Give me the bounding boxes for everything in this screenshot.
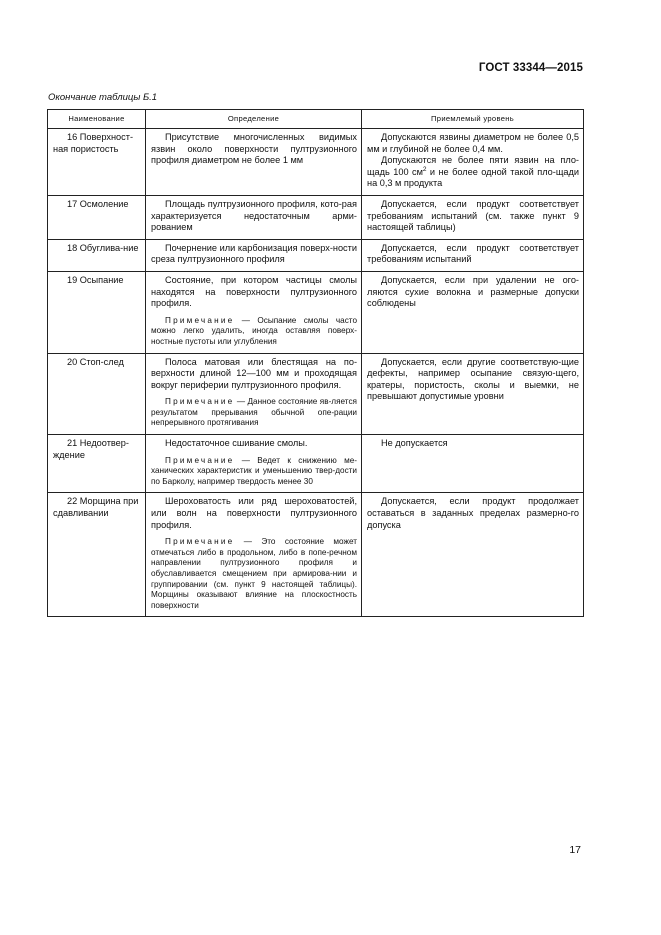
row-name: 21 Недоотвер-ждение — [53, 438, 129, 460]
row-note — [151, 456, 357, 488]
note-label: Примечание — [165, 315, 235, 325]
row-definition: Площадь пултрузионного профиля, кото-рая характеризуется недостаточным арми-рованием — [151, 198, 357, 233]
row-name-cell — [48, 493, 146, 617]
standard-code: ГОСТ 33344—2015 — [478, 62, 583, 74]
row-name-cell — [48, 129, 146, 196]
row-definition-cell — [146, 353, 362, 435]
table-row — [48, 129, 584, 196]
row-definition-cell — [146, 195, 362, 239]
column-header-name: Наименование — [48, 110, 146, 129]
row-level: Допускается, если продукт соответствует требованиям испытаний (см. также пункт 9 настоящей таблицы) — [367, 198, 579, 233]
table-row — [48, 195, 584, 239]
row-name: 22 Морщина при сдавливании — [53, 496, 139, 519]
page-number: 17 — [569, 844, 581, 856]
table-row — [48, 353, 584, 435]
note-text: — Данное состояние яв-ляется результатом прерывания обычной опе-рации непрерывного протягивания — [151, 397, 357, 428]
note-text: — Осыпание смолы часто можно легко удалить, иногда оставляя поверх-ностные пустоты или углубления — [151, 315, 357, 346]
row-level-extra-a: Допускаются не более пяти язвин на пло-щадь 100 см — [367, 155, 579, 177]
table-row — [48, 239, 584, 271]
note-label: Примечание — [165, 537, 235, 547]
row-level: Допускается, если при удалении не ого-ляются сухие волокна и размерные допуски соблюдены — [367, 274, 579, 309]
row-level-cell — [362, 271, 584, 353]
row-name: 16 Поверхност-ная пористость — [53, 132, 134, 154]
defects-table — [47, 109, 584, 617]
row-level-cell — [362, 195, 584, 239]
row-definition-cell — [146, 129, 362, 196]
row-level-extra-b: и не более одной такой пло-щади на 0,3 м продукта — [367, 166, 579, 189]
row-definition-cell — [146, 493, 362, 617]
row-name-cell — [48, 353, 146, 435]
row-level-extra — [367, 155, 579, 190]
row-name: 18 Обуглива-ние — [67, 242, 139, 253]
row-level: Допускается, если продукт продолжает оставаться в заданных пределах размерно-го допуска — [367, 496, 579, 530]
superscript: 2 — [422, 165, 427, 173]
row-level-cell — [362, 493, 584, 617]
row-level-cell — [362, 239, 584, 271]
note-text: — Это состояние может отмечаться либо в продольном, либо в попе-речном направлении пултрузионного профиля и обуславливается смещением при армирова-нии и группировании (см. пункт 9 настоящей таблицы). Морщины оказывают влияние на плоскостность поверхности — [151, 537, 357, 610]
column-header-level: Приемлемый уровень — [362, 110, 584, 129]
row-level-cell — [362, 129, 584, 196]
row-name: 19 Осыпание — [67, 274, 124, 285]
row-definition: Присутствие многочисленных видимых язвин около поверхности пултрузионного профиля диаметром не более 1 мм — [151, 132, 357, 166]
table-header-row — [48, 110, 584, 129]
table-row — [48, 271, 584, 353]
note-label: Примечание — [165, 455, 235, 465]
row-level-cell — [362, 435, 584, 493]
table-caption: Окончание таблицы Б.1 — [48, 92, 158, 103]
row-definition: Состояние, при котором частицы смолы находятся на поверхности пултрузионного профиля. — [151, 274, 357, 309]
row-level: Допускается, если другие соответствую-щие дефекты, например осыпание связую-щего, кратеры, пористость, сколы и выемки, не превышают допустимые уровни — [367, 356, 579, 402]
row-name: 20 Стоп-след — [67, 356, 124, 367]
table-row — [48, 493, 584, 617]
row-definition: Почернение или карбонизация поверх-ности среза пултрузионного профиля — [151, 242, 357, 265]
column-header-definition: Определение — [146, 110, 362, 129]
row-note — [151, 397, 357, 429]
row-note — [151, 316, 357, 348]
row-definition: Шероховатость или ряд шероховатостей, или волн на поверхности пултрузионного профиля. — [151, 496, 357, 530]
row-definition-cell — [146, 435, 362, 493]
row-definition: Полоса матовая или блестящая на по-верхности длиной 12—100 мм и проходящая вокруг периферии пултрузионного профиля. — [151, 356, 357, 390]
row-name-cell — [48, 271, 146, 353]
row-definition-cell — [146, 271, 362, 353]
row-definition-cell — [146, 239, 362, 271]
row-level: Допускаются язвины диаметром не более 0,5 мм и глубиной не более 0,4 мм. — [367, 132, 579, 154]
row-level: Допускается, если продукт соответствует требованиям испытаний — [367, 242, 579, 265]
note-text: — Ведет к снижению ме-ханических характеристик и уменьшению твер-дости по Барколу, например твердость менее 30 — [151, 455, 357, 486]
row-level-cell — [362, 353, 584, 435]
row-name: 17 Осмоление — [67, 198, 129, 209]
row-note — [151, 537, 357, 611]
table-row — [48, 435, 584, 493]
row-level: Не допускается — [381, 438, 448, 449]
row-name-cell — [48, 195, 146, 239]
note-label: Примечание — [165, 397, 235, 407]
row-definition: Недостаточное сшивание смолы. — [165, 438, 308, 449]
row-name-cell — [48, 435, 146, 493]
row-name-cell — [48, 239, 146, 271]
